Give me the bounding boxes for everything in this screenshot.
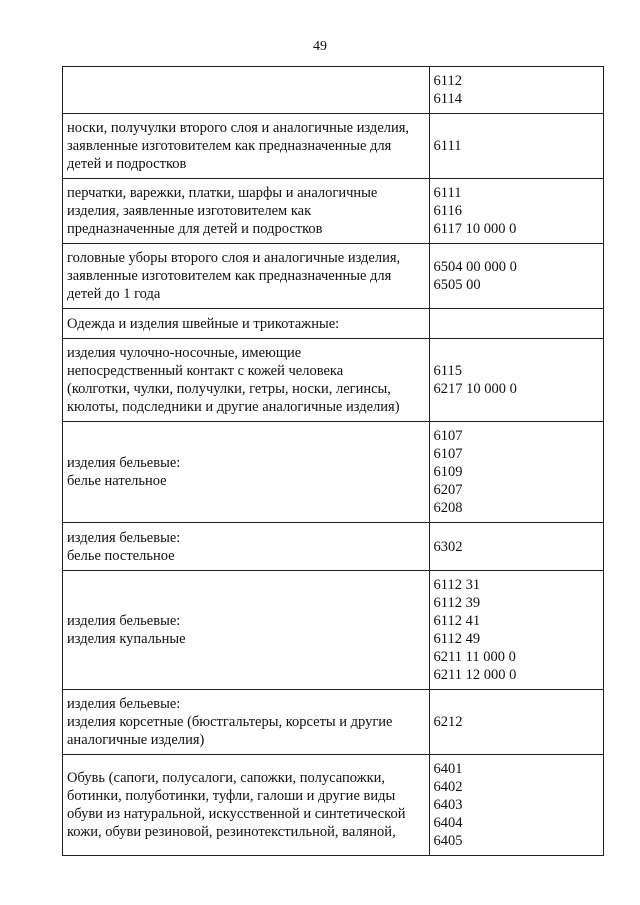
description-line: заявленные изготовителем как предназначенные для (67, 138, 392, 154)
description-line: кожи, обуви резиновой, резинотекстильной, валяной, (67, 824, 396, 840)
description-line: (колготки, чулки, получулки, гетры, носки, легинсы, (67, 381, 391, 397)
table-row (63, 244, 604, 309)
tn-ved-code: 6401 (433, 761, 463, 777)
description-line: перчатки, варежки, платки, шарфы и аналогичные (67, 185, 378, 201)
tn-ved-code: 6112 39 (433, 595, 481, 611)
description-line: обуви из натуральной, искусственной и синтетической (67, 806, 406, 822)
table-row (63, 690, 604, 755)
table-row (63, 755, 604, 856)
tn-ved-code: 6112 49 (433, 631, 481, 647)
description-line: изделия купальные (67, 631, 186, 647)
tn-ved-code: 6115 (433, 363, 463, 379)
product-description-cell (63, 690, 430, 755)
table-body (63, 67, 604, 856)
table-row (63, 309, 604, 339)
tn-ved-code: 6111 (433, 138, 462, 154)
description-line: носки, получулки второго слоя и аналогичные изделия, (67, 120, 410, 136)
tn-ved-code: 6505 00 (433, 277, 481, 293)
table-row (63, 339, 604, 422)
tn-ved-code: 6117 10 000 0 (433, 221, 517, 237)
description-line: детей и подростков (67, 156, 187, 172)
description-line: изделия, заявленные изготовителем как (67, 203, 312, 219)
product-codes-table (62, 66, 604, 856)
tn-ved-code: 6405 (433, 833, 463, 849)
tn-ved-code: 6211 11 000 0 (433, 649, 516, 665)
product-description-cell (63, 523, 430, 571)
tn-ved-code: 6116 (433, 203, 463, 219)
tn-ved-code: 6212 (433, 714, 463, 730)
description-line: детей до 1 года (67, 286, 161, 302)
tn-ved-code: 6208 (433, 500, 463, 516)
table-row (63, 114, 604, 179)
product-description-cell (63, 179, 430, 244)
product-description-cell (63, 571, 430, 690)
tn-ved-codes-cell (429, 67, 603, 114)
tn-ved-code: 6114 (433, 91, 463, 107)
description-line: белье постельное (67, 547, 175, 564)
tn-ved-codes-cell (429, 571, 603, 690)
page-number: 49 (313, 39, 327, 54)
tn-ved-codes-cell (429, 755, 603, 856)
tn-ved-code: 6111 (433, 185, 462, 201)
description-line: белье нательное (67, 473, 167, 489)
table-row (63, 523, 604, 571)
description-line: непосредственный контакт с кожей человека (67, 363, 344, 379)
product-description-cell (63, 309, 430, 339)
description-line: изделия корсетные (бюстгальтеры, корсеты и другие (67, 714, 393, 730)
tn-ved-codes-cell (429, 422, 603, 523)
table-row (63, 422, 604, 523)
description-line: кюлоты, подследники и другие аналогичные изделия) (67, 399, 400, 415)
tn-ved-code: 6112 (433, 73, 463, 89)
tn-ved-codes-cell (429, 523, 603, 571)
tn-ved-codes-cell (429, 690, 603, 755)
tn-ved-code: 6112 31 (433, 577, 481, 593)
description-line: ботинки, полуботинки, туфли, галоши и другие виды (67, 788, 396, 804)
tn-ved-code: 6211 12 000 0 (433, 667, 517, 683)
tn-ved-code: 6404 (433, 815, 463, 831)
tn-ved-codes-cell (429, 179, 603, 244)
tn-ved-codes-cell (429, 309, 603, 339)
product-description-cell (63, 67, 430, 114)
description-line: предназначенные для детей и подростков (67, 221, 323, 237)
table-row (63, 179, 604, 244)
table-row (63, 571, 604, 690)
description-line: изделия бельевые: (67, 529, 181, 546)
tn-ved-code: 6207 (433, 482, 463, 498)
tn-ved-codes-cell (429, 114, 603, 179)
product-description-cell (63, 422, 430, 523)
tn-ved-code: 6107 (433, 446, 463, 462)
product-description-cell (63, 114, 430, 179)
tn-ved-codes-cell (429, 244, 603, 309)
description-line: изделия бельевые: (67, 696, 181, 712)
tn-ved-code: 6402 (433, 779, 463, 795)
product-description-cell (63, 244, 430, 309)
description-line: изделия бельевые: (67, 455, 181, 471)
tn-ved-code: 6112 41 (433, 613, 481, 629)
tn-ved-code: 6403 (433, 797, 463, 813)
table-row (63, 67, 604, 114)
description-line: головные уборы второго слоя и аналогичные изделия, (67, 250, 401, 266)
product-description-cell (63, 339, 430, 422)
tn-ved-code: 6109 (433, 464, 463, 480)
tn-ved-code: 6107 (433, 428, 463, 444)
product-description-cell (63, 755, 430, 856)
description-line: изделия чулочно-носочные, имеющие (67, 345, 302, 361)
tn-ved-code: 6504 00 000 0 (433, 259, 517, 275)
description-line: изделия бельевые: (67, 613, 181, 629)
tn-ved-code: 6217 10 000 0 (433, 381, 517, 397)
description-line: Одежда и изделия швейные и трикотажные: (67, 315, 340, 332)
tn-ved-codes-cell (429, 339, 603, 422)
description-line: аналогичные изделия) (67, 732, 205, 748)
tn-ved-code: 6302 (433, 538, 463, 555)
description-line: заявленные изготовителем как предназначенные для (67, 268, 392, 284)
description-line: Обувь (сапоги, полусалоги, сапожки, полусапожки, (67, 770, 386, 786)
